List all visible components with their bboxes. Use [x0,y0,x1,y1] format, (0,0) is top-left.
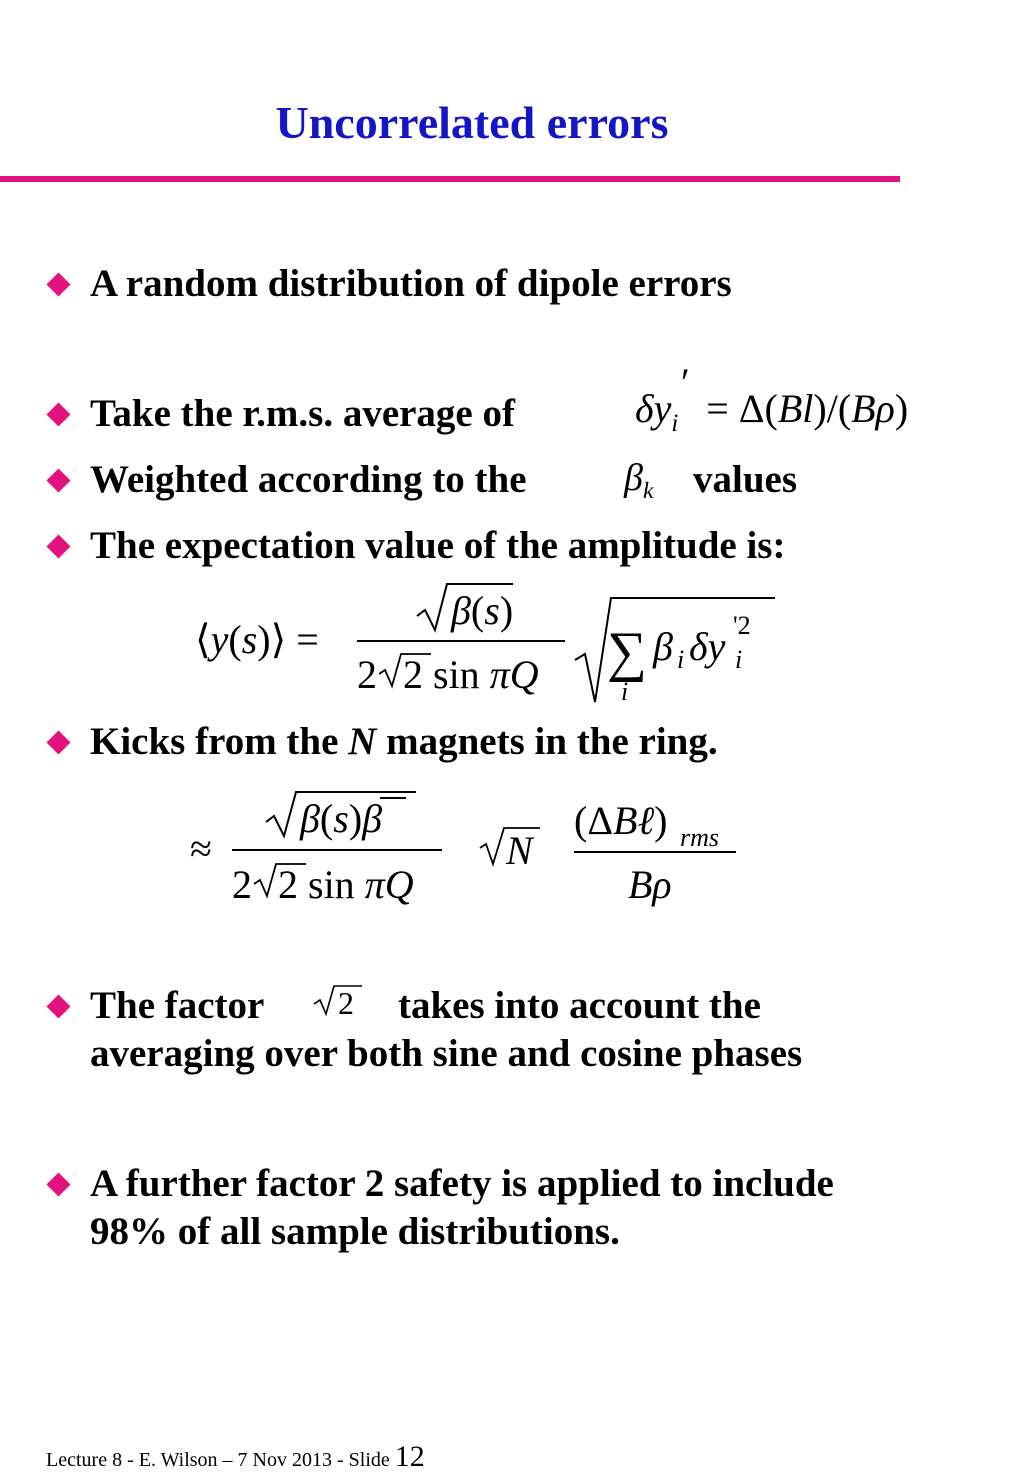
bullet-text-before: The factor [90,984,265,1027]
svg-text:δy: δy [689,624,726,669]
svg-text:(ΔBℓ): (ΔBℓ) [574,798,668,843]
svg-text:rms: rms [680,823,720,852]
bullet-text: The expectation value of the amplitude is: [90,524,786,567]
slide-title: Uncorrelated errors [275,97,669,148]
expectation-formula [195,578,795,708]
svg-text:i: i [621,677,629,706]
svg-text:β(s): β(s) [451,588,514,633]
svg-text:'2: '2 [733,611,751,640]
diamond-bullet-icon [46,1172,70,1196]
bullet-text-italic: N [348,720,377,763]
bullet-text-line1: A further factor 2 safety is applied to include [90,1162,834,1205]
footer-text: Lecture 8 - E. Wilson – 7 Nov 2013 - Slide [46,1449,390,1471]
bullet-text-line2: 98% of all sample distributions. [90,1210,620,1253]
svg-text:β: β [653,624,673,669]
bullet-text-before: Kicks from the [90,720,349,763]
diamond-bullet-icon [46,730,70,754]
bullet-text: Take the r.m.s. average of [90,392,515,435]
slide-number: 12 [394,1440,425,1473]
beta-k-symbol: $\beta_k$ [624,457,654,505]
bullet-text-line2: averaging over both sine and cosine phases [90,1032,803,1075]
bullet-text-after: magnets in the ring. [376,720,718,763]
svg-text:2: 2 [357,652,377,697]
svg-text:i: i [735,645,743,674]
svg-text:∑: ∑ [607,621,647,683]
slide-footer [46,1440,425,1474]
bullet-text-after: values [693,458,798,501]
sqrt2-symbol [312,982,372,1022]
diamond-bullet-icon [46,468,70,492]
title-underline [0,176,900,182]
svg-text:2: 2 [232,862,252,907]
svg-text:2 sin πQ: 2 sin πQ [403,652,539,697]
svg-text:⟨y(s)⟩ =: ⟨y(s)⟩ = [195,617,319,662]
kick-formula: $\delta y_i$ ′ = Δ(Bl)/(Bρ) [635,360,909,437]
diamond-bullet-icon [46,402,70,426]
diamond-bullet-icon [46,272,70,296]
svg-text:Bρ: Bρ [628,862,672,907]
svg-text:β(s)β: β(s)β [300,796,383,841]
svg-text:i: i [677,645,685,674]
diamond-bullet-icon [46,534,70,558]
bullet-text: A random distribution of dipole errors [90,262,732,305]
svg-text:N: N [506,828,533,873]
bullet-text-after: takes into account the [398,984,761,1027]
approximation-formula [190,786,750,916]
svg-text:≈: ≈ [190,826,212,871]
svg-text:2: 2 [338,985,354,1021]
diamond-bullet-icon [46,994,70,1018]
bullet-text-before: Weighted according to the [90,458,527,501]
svg-text:2 sin πQ: 2 sin πQ [278,862,414,907]
bullet-text [90,718,718,766]
